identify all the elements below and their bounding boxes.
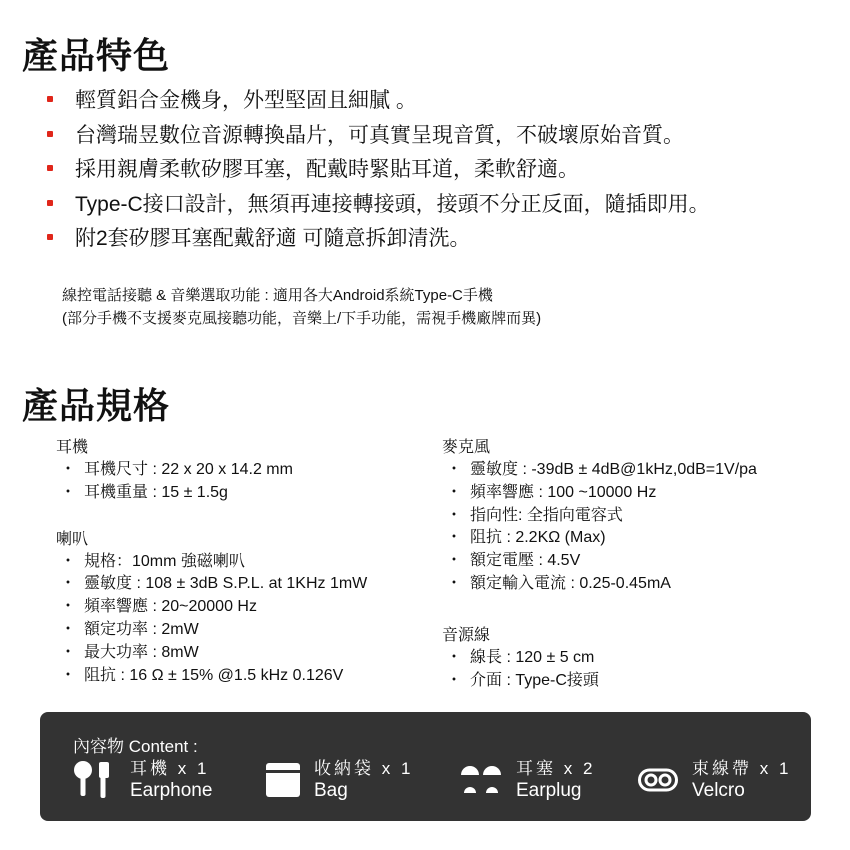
spec-item: ・ 指向性: 全指向電容式 (446, 506, 623, 524)
spec-item: ・ 頻率響應 : 20~20000 Hz (60, 598, 257, 616)
specs-right-column (442, 436, 757, 692)
package-contents (40, 712, 811, 821)
feature-item: 台灣瑞昱數位音源轉換晶片，可真實呈現音質，不破壞原始音質。 (40, 117, 840, 152)
content-item-earplug: 耳塞 x 2 Earplug (460, 758, 595, 802)
bullet-icon (47, 131, 53, 137)
note-line: (部分手機不支援麥克風接聽功能，音樂上/下手功能，需視手機廠牌而異) (62, 310, 542, 327)
bullet-icon (47, 165, 53, 171)
spec-item: ・ 阻抗 : 16 Ω ± 15% @1.5 kHz 0.126V (60, 666, 344, 684)
feature-item: Type-C接口設計，無須再連接轉接頭，接頭不分正反面，隨插即用。 (40, 186, 840, 221)
content-item-earphone: 耳機 x 1 Earphone (72, 758, 212, 802)
spec-item: ・ 額定輸入電流 : 0.25-0.45mA (446, 574, 671, 592)
spec-item: ・ 頻率響應 : 100 ~10000 Hz (446, 483, 657, 501)
earphone-icon (72, 760, 116, 800)
cable-specs-title: 音源線 (442, 626, 491, 644)
spec-item: ・ 耳機尺寸 : 22 x 20 x 14.2 mm (60, 461, 293, 478)
feature-item: 輕質鋁合金機身，外型堅固且細膩 。 (40, 82, 840, 117)
content-item-bag: 收納袋 x 1 Bag (266, 758, 413, 802)
velcro-icon (638, 765, 678, 795)
bullet-icon (47, 96, 53, 102)
spec-item: ・ 靈敏度 : 108 ± 3dB S.P.L. at 1KHz 1mW (60, 575, 368, 593)
content-item-velcro: 束線帶 x 1 Velcro (638, 758, 791, 802)
spec-item: ・ 靈敏度 : -39dB ± 4dB@1kHz,0dB=1V/pa (446, 461, 757, 478)
spec-item: ・ 最大功率 : 8mW (60, 643, 199, 661)
bag-icon (266, 763, 300, 797)
earphone-specs-title: 耳機 (56, 439, 89, 456)
note-line: 線控電話接聽 & 音樂選取功能 : 適用各大Android系統Type-C手機 (62, 287, 493, 304)
feature-note (62, 284, 541, 330)
earplug-icon (460, 763, 502, 797)
spec-item: ・ 阻抗 : 2.2KΩ (Max) (446, 529, 606, 547)
spec-item: ・ 額定功率 : 2mW (60, 620, 199, 638)
bullet-icon (47, 200, 53, 206)
bullet-icon (47, 234, 53, 240)
mic-specs-title: 麥克風 (442, 439, 491, 456)
feature-item: 採用親膚柔軟矽膠耳塞，配戴時緊貼耳道，柔軟舒適。 (40, 151, 840, 186)
spec-item: ・ 額定電壓 : 4.5V (446, 552, 581, 570)
specs-title: 產品規格 (22, 385, 171, 426)
spec-item: ・ 耳機重量 : 15 ± 1.5g (60, 483, 228, 501)
speaker-specs-title: 喇叭 (56, 530, 89, 548)
specs-left-column (56, 436, 367, 687)
feature-list (40, 82, 840, 255)
spec-item: ・ 規格：10mm 強磁喇叭 (60, 552, 245, 570)
feature-item: 附2套矽膠耳塞配戴舒適 可隨意拆卸清洗。 (40, 220, 840, 255)
contents-title: 內容物 Content : (73, 737, 198, 756)
spec-item: ・ 線長 : 120 ± 5 cm (446, 648, 595, 666)
features-title: 產品特色 (22, 35, 171, 76)
spec-item: ・ 介面 : Type-C接頭 (446, 671, 599, 689)
